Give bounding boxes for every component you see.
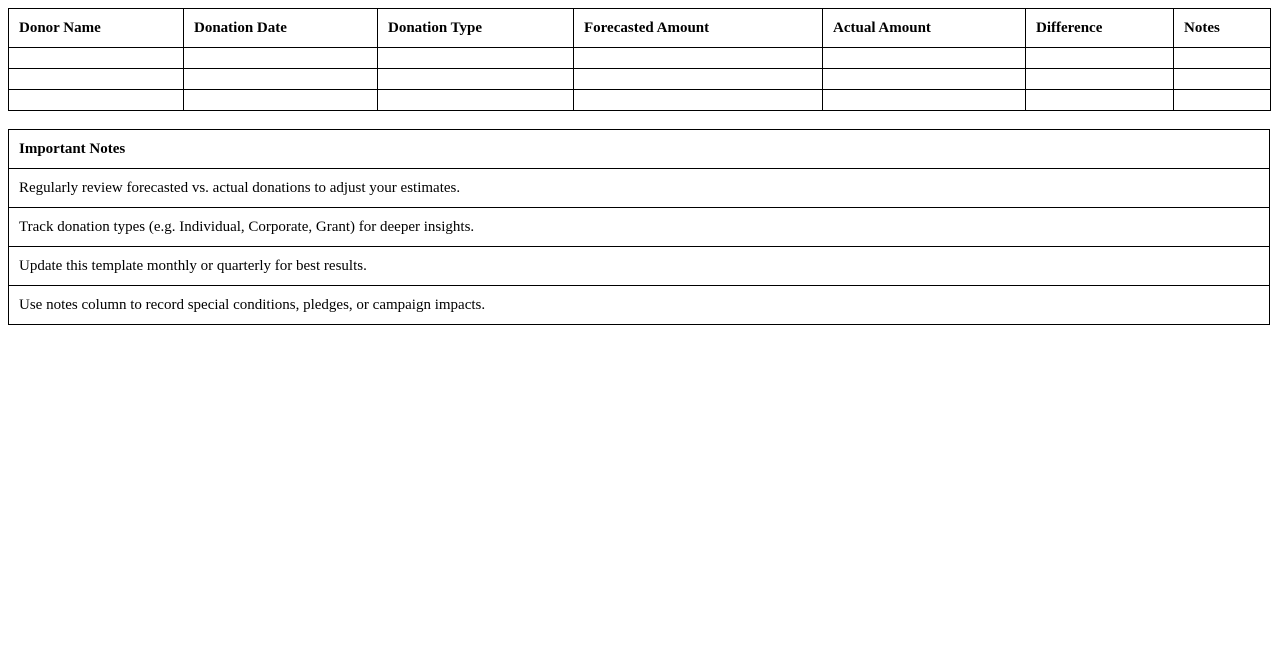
table-row <box>9 48 1271 69</box>
cell-forecasted-amount[interactable] <box>574 69 823 90</box>
cell-difference[interactable] <box>1026 69 1174 90</box>
column-header-donation-date: Donation Date <box>184 9 378 48</box>
cell-actual-amount[interactable] <box>823 90 1026 111</box>
cell-notes[interactable] <box>1174 90 1271 111</box>
cell-donation-date[interactable] <box>184 90 378 111</box>
table-row <box>9 69 1271 90</box>
list-item <box>9 247 1270 286</box>
cell-donation-date[interactable] <box>184 48 378 69</box>
notes-title: Important Notes <box>9 130 1270 169</box>
cell-donor-name[interactable] <box>9 90 184 111</box>
note-text: Update this template monthly or quarterly for best results. <box>9 247 1270 286</box>
table-row <box>9 90 1271 111</box>
cell-donor-name[interactable] <box>9 48 184 69</box>
notes-header-row <box>9 130 1270 169</box>
column-header-donor-name: Donor Name <box>9 9 184 48</box>
cell-donor-name[interactable] <box>9 69 184 90</box>
important-notes-table <box>8 129 1270 325</box>
column-header-forecasted-amount: Forecasted Amount <box>574 9 823 48</box>
list-item <box>9 169 1270 208</box>
column-header-donation-type: Donation Type <box>378 9 574 48</box>
cell-forecasted-amount[interactable] <box>574 48 823 69</box>
cell-difference[interactable] <box>1026 48 1174 69</box>
table-header-row <box>9 9 1271 48</box>
cell-donation-date[interactable] <box>184 69 378 90</box>
cell-forecasted-amount[interactable] <box>574 90 823 111</box>
donation-forecast-table <box>8 8 1271 111</box>
column-header-notes: Notes <box>1174 9 1271 48</box>
note-text: Track donation types (e.g. Individual, Corporate, Grant) for deeper insights. <box>9 208 1270 247</box>
cell-actual-amount[interactable] <box>823 48 1026 69</box>
cell-donation-type[interactable] <box>378 48 574 69</box>
list-item <box>9 286 1270 325</box>
note-text: Use notes column to record special conditions, pledges, or campaign impacts. <box>9 286 1270 325</box>
cell-notes[interactable] <box>1174 69 1271 90</box>
cell-notes[interactable] <box>1174 48 1271 69</box>
list-item <box>9 208 1270 247</box>
cell-donation-type[interactable] <box>378 69 574 90</box>
column-header-difference: Difference <box>1026 9 1174 48</box>
cell-donation-type[interactable] <box>378 90 574 111</box>
cell-difference[interactable] <box>1026 90 1174 111</box>
column-header-actual-amount: Actual Amount <box>823 9 1026 48</box>
note-text: Regularly review forecasted vs. actual donations to adjust your estimates. <box>9 169 1270 208</box>
cell-actual-amount[interactable] <box>823 69 1026 90</box>
